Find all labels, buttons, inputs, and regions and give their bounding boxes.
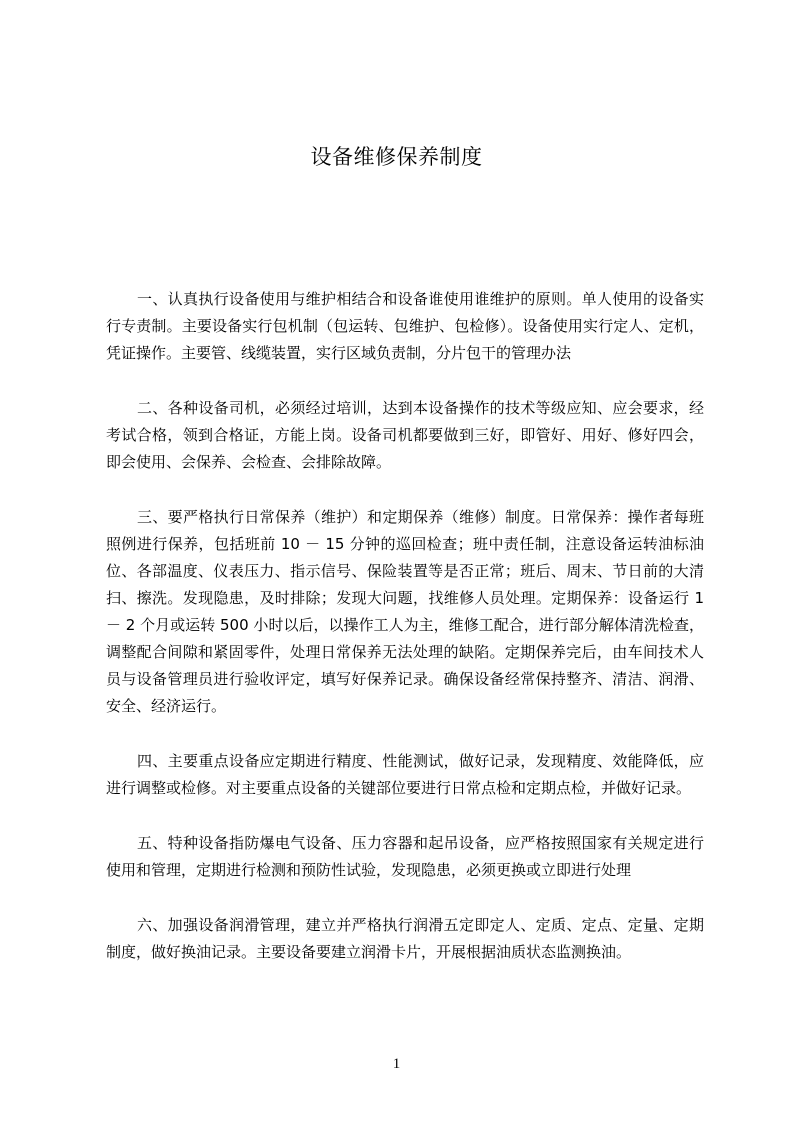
paragraph-5: 五、特种设备指防爆电气设备、压力容器和起吊设备，应严格按照国家有关规定进行使用和管理，定期进行检测和预防性试验，发现隐患，必须更换或立即进行处理 — [106, 834, 704, 879]
paragraph-2: 二、各种设备司机，必须经过培训，达到本设备操作的技术等级应知、应会要求，经考试合格，领到合格证，方能上岗。设备司机都要做到三好，即管好、用好、修好四会，即会使用、会保养、会检查、会排除故障。 — [106, 399, 704, 471]
paragraph-1: 一、认真执行设备使用与维护相结合和设备谁使用谁维护的原则。单人使用的设备实行专责制。主要设备实行包机制（包运转、包维护、包检修）。设备使用实行定人、定机，凭证操作。主要管、线缆装置，实行区域负责制，分片包干的管理办法 — [106, 290, 704, 362]
paragraph-6: 六、加强设备润滑管理，建立并严格执行润滑五定即定人、定质、定点、定量、定期制度，做好换油记录。主要设备要建立润滑卡片，开展根据油质状态监测换油。 — [106, 916, 704, 961]
paragraph-4: 四、主要重点设备应定期进行精度、性能测试，做好记录，发现精度、效能降低，应进行调整或检修。对主要重点设备的关键部位要进行日常点检和定期点检，并做好记录。 — [106, 752, 704, 797]
page-title: 设备维修保养制度 — [310, 145, 483, 169]
document-body — [106, 286, 704, 994]
page-number: 1 — [392, 1056, 401, 1072]
paragraph-3: 三、要严格执行日常保养（维护）和定期保养（维修）制度。日常保养：操作者每班照例进行保养，包括班前 10 － 15 分钟的巡回检查；班中责任制，注意设备运转油标油位、各部温度、仪表压力、指示信号、保险装置等是否正常；班后、周末、节日前的大清扫、擦洗。发现隐患，及时排除；发现大问题，找维修人员处理。定期保养：设备运行 1 － 2 个月或运转 500 小时以后，以操作工人为主，维修工配合，进行部分解体清洗检查，调整配合间隙和紧固零件，处理日常保养无法处理的缺陷。定期保养完后，由车间技术人员与设备管理员进行验收评定，填写好保养记录。确保设备经常保持整齐、清洁、润滑、安全、经济运行。 — [106, 508, 704, 715]
